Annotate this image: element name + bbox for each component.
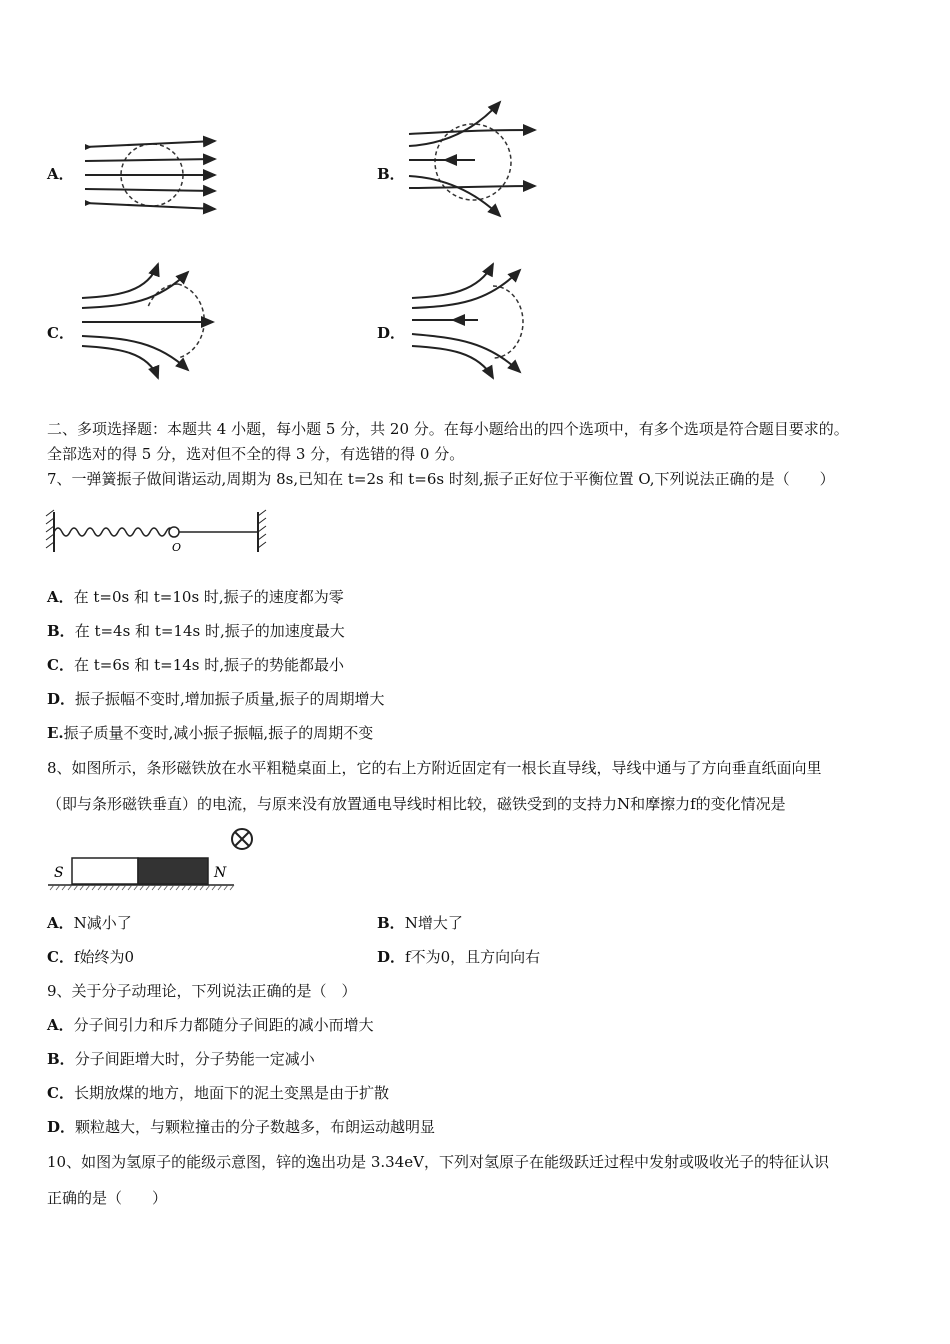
q7-option-c-text: 在 t=6s 和 t=14s 时,振子的势能都最小 (73, 656, 345, 674)
figure-option-a-label: A． (47, 165, 74, 183)
q8-option-c-label: C． (47, 948, 74, 966)
bar-magnet-figure (46, 826, 261, 894)
q8-option-d[interactable] (377, 946, 540, 968)
q7-option-e[interactable] (47, 722, 373, 744)
q7-option-e-text: 振子质量不变时,减小振子振幅,振子的周期不变 (63, 724, 374, 742)
q9-option-a-label: A． (47, 1016, 74, 1034)
q10-stem-line1: 10、如图为氢原子的能级示意图，锌的逸出功是 3.34eV，下列对氢原子在能级跃迁过程中发射或吸收光子的特征认识 (47, 1153, 829, 1171)
q7-option-b-label: B． (47, 622, 75, 640)
q9-option-c-text: 长期放煤的地方，地面下的泥土变黑是由于扩散 (73, 1084, 389, 1102)
q9-option-a[interactable] (47, 1014, 374, 1036)
q9-option-d[interactable] (47, 1116, 435, 1138)
field-lines-diagram-a (80, 135, 220, 215)
q9-option-b[interactable] (47, 1048, 315, 1070)
q8-option-a[interactable] (47, 912, 132, 934)
q8-option-c-text: f始终为0 (73, 948, 135, 966)
magnet-s-label: S (54, 865, 64, 881)
field-lines-diagram-c (78, 262, 223, 382)
figure-option-b-label: B． (377, 165, 405, 183)
field-lines-diagram-d (408, 262, 538, 382)
q8-option-d-text: f不为0，且方向向右 (405, 948, 541, 966)
q8-stem-line1: 8、如图所示，条形磁铁放在水平粗糙桌面上，它的右上方附近固定有一根长直导线，导线中通与了方向垂直纸面向里 (47, 759, 822, 777)
equilibrium-label-o: O (172, 541, 182, 554)
q7-option-b[interactable] (47, 620, 345, 642)
q7-option-d[interactable] (47, 688, 385, 710)
q9-option-c[interactable] (47, 1082, 389, 1104)
section2-heading-line2: 全部选对的得 5 分，选对但不全的得 3 分，有选错的得 0 分。 (47, 445, 465, 463)
q9-option-b-label: B． (47, 1050, 75, 1068)
spring-oscillator-figure (46, 508, 271, 558)
q7-option-d-label: D． (47, 690, 76, 708)
q8-option-a-label: A． (47, 914, 74, 932)
figure-option-c-label: C． (47, 324, 74, 342)
q7-option-c-label: C． (47, 656, 74, 674)
section2-heading-line1: 二、多项选择题：本题共 4 小题，每小题 5 分，共 20 分。在每小题给出的四个选项中，有多个选项是符合题目要求的。 (47, 420, 849, 438)
q9-option-d-label: D． (47, 1118, 76, 1136)
q7-option-a-text: 在 t=0s 和 t=10s 时,振子的速度都为零 (73, 588, 344, 606)
figure-option-d-label: D． (377, 324, 406, 342)
q8-option-b[interactable] (377, 912, 463, 934)
q9-stem: 9、关于分子动理论，下列说法正确的是（ ） (47, 982, 357, 1000)
q7-option-b-text: 在 t=4s 和 t=14s 时,振子的加速度最大 (74, 622, 345, 640)
q7-option-e-label: E. (47, 724, 64, 742)
q8-option-d-label: D． (377, 948, 406, 966)
q8-option-a-text: N减小了 (73, 914, 132, 932)
q8-stem-line2: （即与条形磁铁垂直）的电流，与原来没有放置通电导线时相比较，磁铁受到的支持力N和摩擦力f的变化情况是 (47, 795, 786, 813)
q9-option-d-text: 颗粒越大，与颗粒撞击的分子数越多，布朗运动越明显 (75, 1118, 436, 1136)
q8-option-c[interactable] (47, 946, 134, 968)
q7-option-a-label: A． (47, 588, 74, 606)
q7-option-a[interactable] (47, 586, 344, 608)
q9-option-b-text: 分子间距增大时，分子势能一定减小 (74, 1050, 315, 1068)
q8-option-b-text: N增大了 (404, 914, 463, 932)
q7-option-c[interactable] (47, 654, 344, 676)
q8-option-b-label: B． (377, 914, 405, 932)
field-lines-diagram-b (405, 100, 545, 220)
q9-option-a-text: 分子间引力和斥力都随分子间距的减小而增大 (73, 1016, 374, 1034)
q7-option-d-text: 振子振幅不变时,增加振子质量,振子的周期增大 (75, 690, 385, 708)
q10-stem-line2: 正确的是（ ） (47, 1189, 168, 1207)
magnet-n-label: N (214, 865, 227, 881)
q7-stem: 7、一弹簧振子做间谐运动,周期为 8s,已知在 t=2s 和 t=6s 时刻,振子正好位于平衡位置 O,下列说法正确的是（ ） (47, 470, 835, 488)
q9-option-c-label: C． (47, 1084, 74, 1102)
